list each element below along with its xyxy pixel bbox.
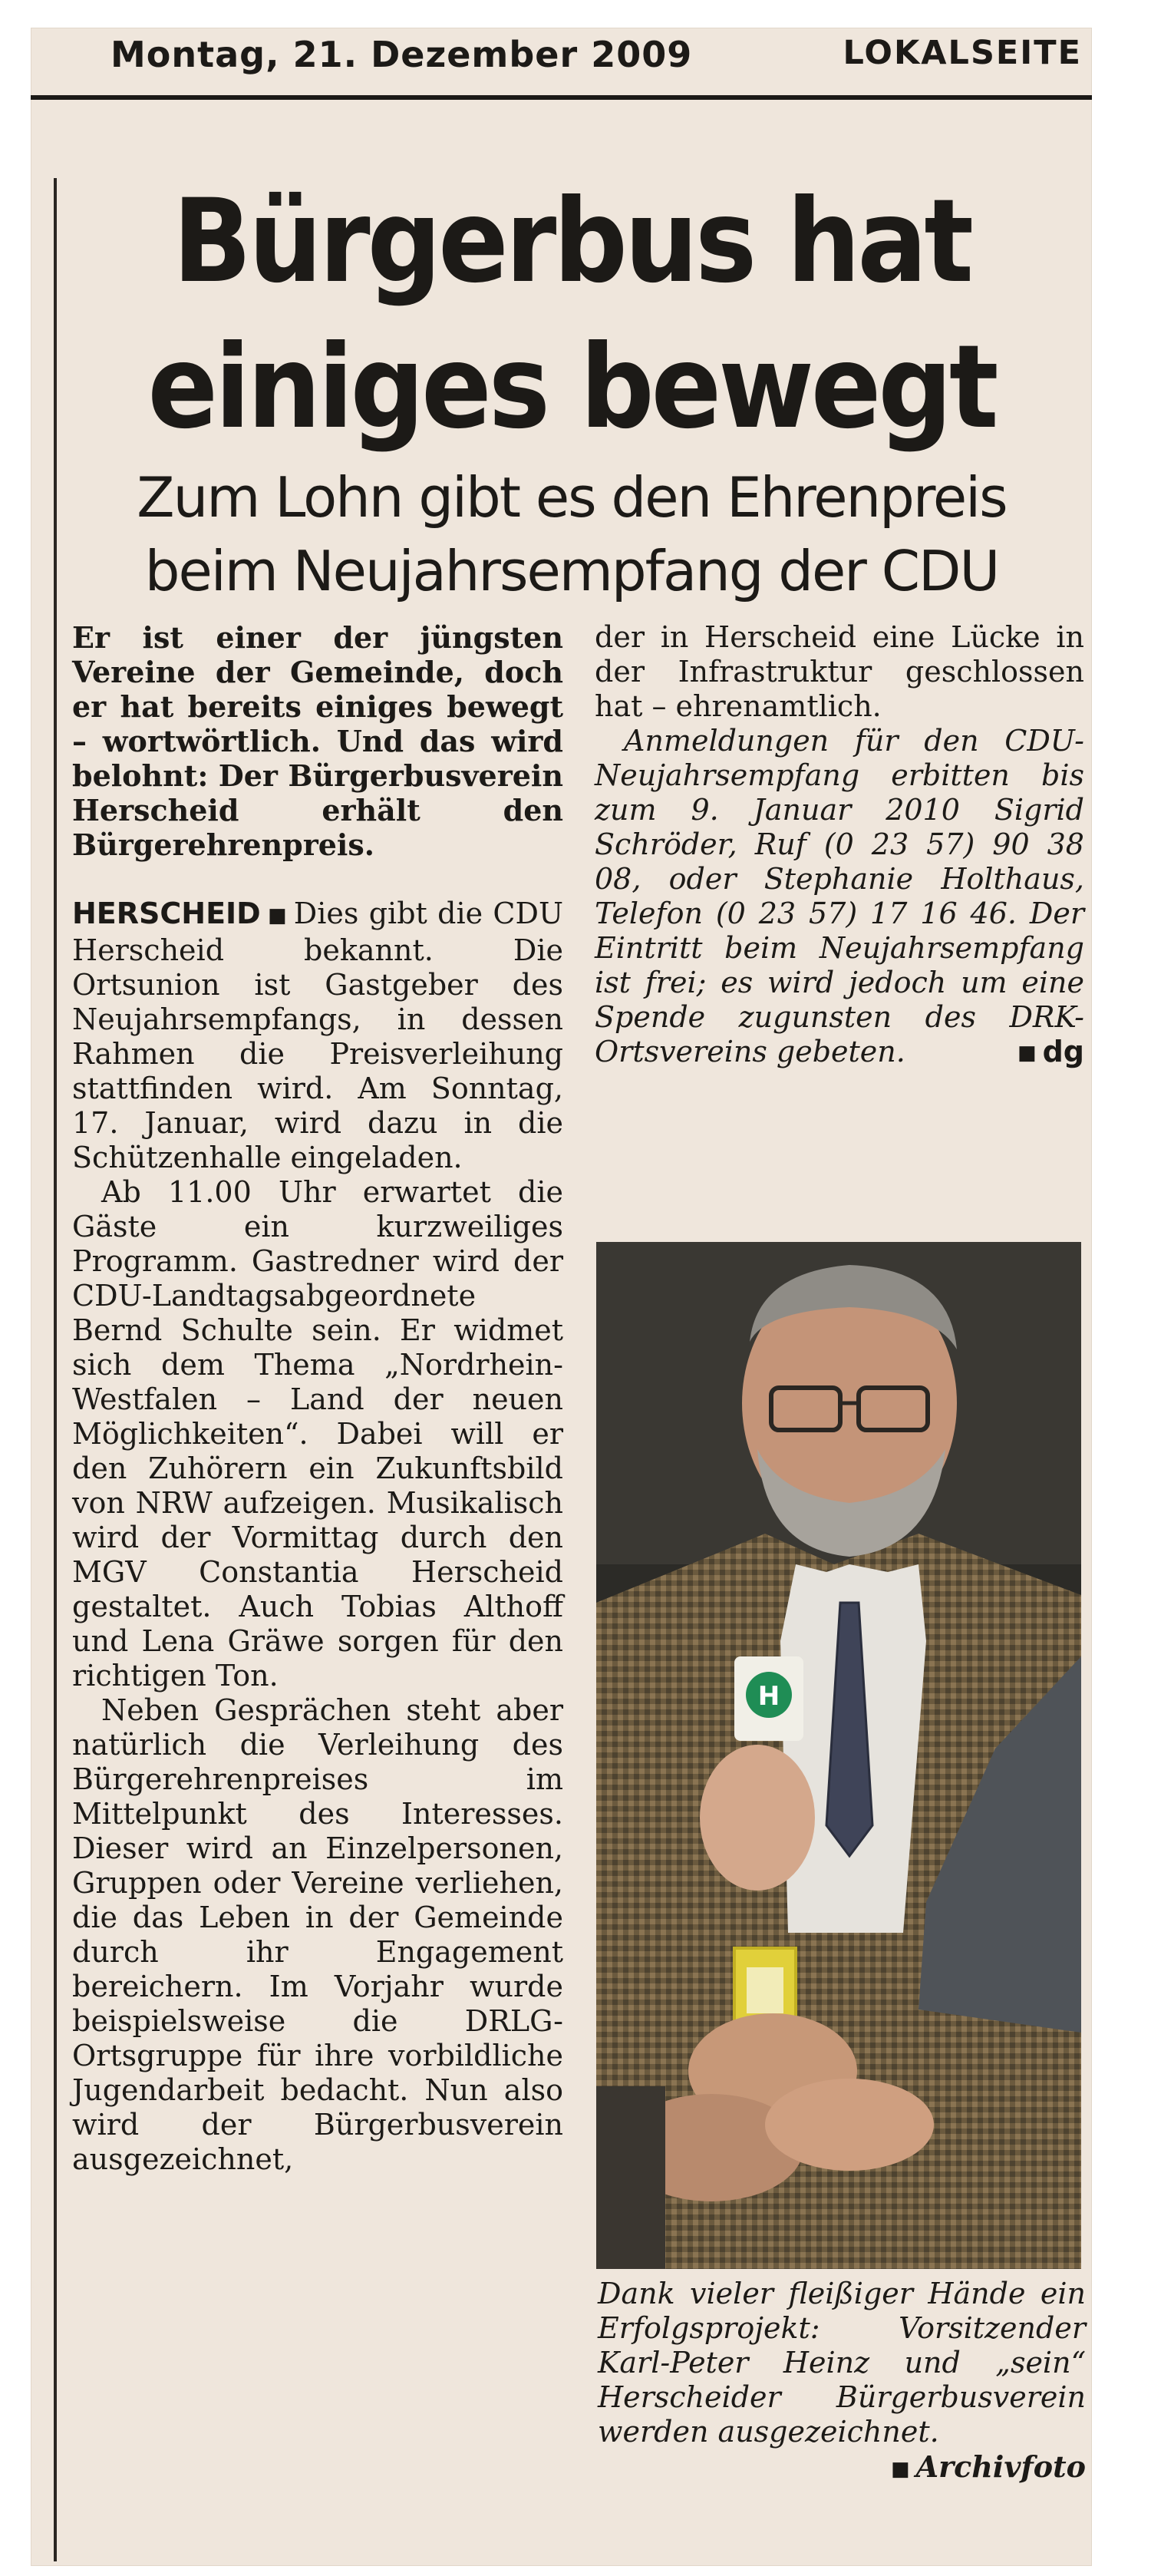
headline-line-2: einiges bewegt	[147, 321, 996, 454]
paragraph-5-text: Anmeldungen für den CDU-Neujahrsempfang erbitten bis zum 9. Januar 2010 Sigrid Schröder, Ruf (0 23 57) 90 38 08, oder Stephanie Holthaus, Telefon (0 23 57) 17 16 46. Der Eintritt beim Neujahrsempfang ist frei; es wird jedoch um eine Spende zugunsten des DRK-Ortsvereins gebeten.	[595, 724, 1084, 1068]
bullet-square-icon: ■	[1017, 1042, 1037, 1065]
svg-text:H: H	[757, 1681, 780, 1712]
article-paragraph-4: der in Herscheid eine Lücke in der Infrastruktur geschlossen hat – ehrenamtlich.	[595, 620, 1084, 723]
article-column-2	[595, 620, 1084, 1071]
bullet-square-icon: ■	[891, 2458, 910, 2481]
article-paragraph-3: Neben Gesprächen steht aber natürlich die Verleihung des Bürgerehrenpreises im Mittelpunkt des Interesses. Dieser wird an Einzelpersonen, Gruppen oder Vereine verliehen, die das Leben in der Gemeinde durch ihr Engagement bereichern. Im Vorjahr wurde beispielsweise die DRLG-Ortsgruppe für ihre vorbildliche Jugendarbeit bedacht. Nun also wird der Bürgerbusverein ausgezeichnet,	[72, 1693, 563, 2176]
photo-illustration	[596, 1242, 1081, 2269]
headline-line-1: Bürgerbus hat	[173, 175, 971, 309]
subheadline-line-1: Zum Lohn gibt es den Ehrenpreis	[137, 465, 1007, 530]
article-paragraph-2: Ab 11.00 Uhr erwartet die Gäste ein kurzweiliges Programm. Gastredner wird der CDU-Landtagsabgeordnete Bernd Schulte sein. Er widmet sich dem Thema „Nordrhein-Westfalen – Land der neuen Möglichkeiten“. Dabei will er den Zuhörern ein Zukunftsbild von NRW aufzeigen. Musikalisch wird der Vormittag durch den MGV Constantia Herscheid gestaltet. Auch Tobias Althoff und Lena Gräwe sorgen für den richtigen Ton.	[72, 1175, 563, 1693]
paragraph-1-text: Dies gibt die CDU Herscheid bekannt. Die Ortsunion ist Gastgeber des Neujahrsempfangs, in dessen Rahmen die Preisverleihung stattfinden wird. Am Sonntag, 17. Januar, wird dazu in die Schützenhalle eingeladen.	[72, 897, 563, 1174]
article-paragraph-5	[595, 724, 1084, 1069]
photo-credit-text: Archivfoto	[915, 2449, 1086, 2484]
subheadline	[69, 461, 1074, 608]
section-label: LOKALSEITE	[843, 34, 1082, 72]
header-rule	[31, 95, 1092, 100]
subheadline-line-2: beim Neujahrsempfang der CDU	[144, 539, 999, 603]
bullet-square-icon: ■	[266, 904, 288, 927]
dateline-place: HERSCHEID	[72, 897, 261, 930]
caption-text: Dank vieler fleißiger Hände ein Erfolgsprojekt: Vorsitzender Karl-Peter Heinz und „sein“ Herscheider Bürgerbusverein werden ausgezeichnet.	[598, 2277, 1086, 2449]
photo-credit	[885, 2449, 1086, 2487]
article-photo	[596, 1242, 1081, 2269]
page-header	[61, 28, 1082, 98]
article-lead: Er ist einer der jüngsten Vereine der Gemeinde, doch er hat bereits einiges bewegt – wortwörtlich. Und das wird belohnt: Der Bürgerbusverein Herscheid erhält den Bürgerehrenpreis.	[72, 620, 563, 862]
author-initials: dg	[1042, 1035, 1084, 1068]
issue-date: Montag, 21. Dezember 2009	[110, 34, 693, 75]
author-signature	[982, 1035, 1084, 1071]
column-rule	[54, 178, 57, 2561]
article-paragraph-1	[72, 897, 563, 1175]
photo-caption	[598, 2277, 1086, 2487]
headline	[69, 169, 1074, 461]
article-column-1	[72, 620, 563, 2177]
